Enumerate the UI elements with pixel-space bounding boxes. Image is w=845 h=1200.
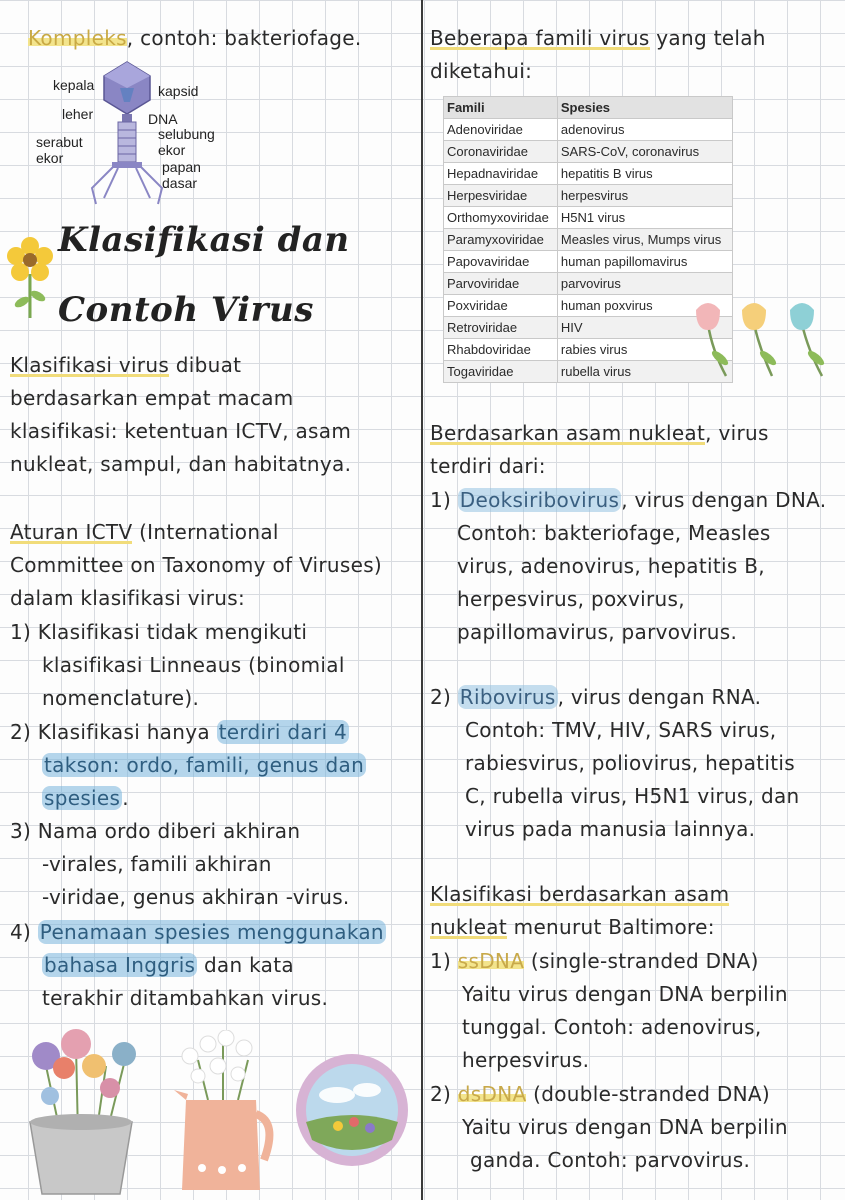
table-cell-spesies: herpesvirus: [557, 185, 732, 207]
rule-2-c: spesies .: [44, 786, 129, 810]
table-cell-famili: Paramyxoviridae: [444, 229, 558, 251]
table-cell-spesies: rabies virus: [557, 339, 732, 361]
nucleic-title-line-2: terdiri dari:: [430, 454, 546, 478]
rule-4-b: bahasa Inggris dan kata: [44, 953, 294, 977]
column-divider: [421, 0, 423, 1200]
ssdna-line-2: Yaitu virus dengan DNA berpilin: [462, 982, 788, 1006]
label-leher: leher: [62, 106, 94, 122]
table-cell-spesies: SARS-CoV, coronavirus: [557, 141, 732, 163]
families-title-line-2: diketahui:: [430, 59, 533, 83]
table-cell-famili: Parvoviridae: [444, 273, 558, 295]
table-cell-spesies: hepatitis B virus: [557, 163, 732, 185]
intro-line-4: nukleat, sampul, dan habitatnya.: [10, 452, 352, 476]
table-cell-famili: Rhabdoviridae: [444, 339, 558, 361]
deoksi-line-5: papillomavirus, parvovirus.: [457, 620, 738, 644]
yellow-flower-icon: [6, 236, 54, 320]
rule-1-c: nomenclature).: [42, 686, 200, 710]
rule-3-c: -viridae, genus akhiran -virus.: [42, 885, 350, 909]
deoksi-line-1: 1) Deoksiribovirus , virus dengan DNA.: [430, 488, 827, 512]
table-cell-famili: Hepadnaviridae: [444, 163, 558, 185]
table-header-row: [444, 97, 733, 119]
table-cell-famili: Orthomyxoviridae: [444, 207, 558, 229]
table-cell-famili: Adenoviridae: [444, 119, 558, 141]
ribo-line-3: rabiesvirus, poliovirus, hepatitis: [465, 751, 795, 775]
table-cell-spesies: adenovirus: [557, 119, 732, 141]
rule-2-a: 2) Klasifikasi hanya terdiri dari 4: [10, 720, 347, 744]
label-kepala: kepala: [53, 77, 95, 93]
table-row: [444, 251, 733, 273]
label-selubung: selubung: [158, 126, 215, 142]
table-cell-spesies: Measles virus, Mumps virus: [557, 229, 732, 251]
table-cell-famili: Coronaviridae: [444, 141, 558, 163]
table-cell-spesies: H5N1 virus: [557, 207, 732, 229]
label-ekor-right: ekor: [158, 142, 186, 158]
round-frame-icon: [292, 1050, 412, 1170]
label-serabut: serabut: [36, 134, 83, 150]
table-row: [444, 141, 733, 163]
rule-1-a: 1) Klasifikasi tidak mengikuti: [10, 620, 308, 644]
baltimore-line-2: nukleat menurut Baltimore:: [430, 915, 715, 939]
table-row: [444, 185, 733, 207]
table-cell-famili: Retroviridae: [444, 317, 558, 339]
rule-3-b: -virales, famili akhiran: [42, 852, 272, 876]
tulips-icon: [690, 300, 835, 380]
label-ekor-left: ekor: [36, 150, 64, 166]
ictv-line-2: Committee on Taxonomy of Viruses): [10, 553, 383, 577]
label-papan: papan: [162, 159, 201, 175]
ssdna-line-4: herpesvirus.: [462, 1048, 590, 1072]
page-title-line1: Klasifikasi dan: [58, 220, 350, 260]
label-dasar: dasar: [162, 175, 198, 191]
table-row: [444, 229, 733, 251]
table-cell-spesies: human papillomavirus: [557, 251, 732, 273]
page-title-line2: Contoh Virus: [58, 290, 314, 330]
dsdna-line-3: ganda. Contoh: parvovirus.: [470, 1148, 751, 1172]
table-header-spesies: Spesies: [557, 97, 732, 119]
label-dna: DNA: [148, 111, 178, 127]
table-cell-famili: Papovaviridae: [444, 251, 558, 273]
deoksi-line-2: Contoh: bakteriofage, Measles: [457, 521, 771, 545]
deoksi-line-3: virus, adenovirus, hepatitis B,: [457, 554, 765, 578]
table-header-famili: Famili: [444, 97, 558, 119]
dsdna-line-1: 2) dsDNA (double-stranded DNA): [430, 1082, 770, 1106]
ribo-line-4: C, rubella virus, H5N1 virus, dan: [465, 784, 800, 808]
rule-4-c: terakhir ditambahkan virus.: [42, 986, 329, 1010]
table-cell-spesies: parvovirus: [557, 273, 732, 295]
intro-line-2: berdasarkan empat macam: [10, 386, 294, 410]
ribo-line-1: 2) Ribovirus , virus dengan RNA.: [430, 685, 762, 709]
intro-line-1: Klasifikasi virus dibuat: [10, 353, 242, 377]
ssdna-line-3: tunggal. Contoh: adenovirus,: [462, 1015, 762, 1039]
table-row: [444, 207, 733, 229]
table-cell-spesies: HIV: [557, 317, 732, 339]
ictv-line-3: dalam klasifikasi virus:: [10, 586, 246, 610]
table-row: [444, 119, 733, 141]
ictv-line-1: Aturan ICTV (International: [10, 520, 279, 544]
flower-bucket-icon: [16, 1026, 146, 1196]
ssdna-line-1: 1) ssDNA (single-stranded DNA): [430, 949, 759, 973]
ribo-line-5: virus pada manusia lainnya.: [465, 817, 756, 841]
families-title-line-1: Beberapa famili virus yang telah: [430, 26, 766, 50]
table-row: [444, 273, 733, 295]
ribo-line-2: Contoh: TMV, HIV, SARS virus,: [465, 718, 777, 742]
rule-1-b: klasifikasi Linneaus (binomial: [42, 653, 345, 677]
intro-line-3: klasifikasi: ketentuan ICTV, asam: [10, 419, 352, 443]
baltimore-line-1: Klasifikasi berdasarkan asam: [430, 882, 730, 906]
table-row: [444, 163, 733, 185]
dsdna-line-2: Yaitu virus dengan DNA berpilin: [462, 1115, 788, 1139]
complex-keyword: Kompleks: [28, 26, 127, 50]
label-kapsid: kapsid: [158, 83, 199, 99]
rule-4-a: 4) Penamaan spesies menggunakan: [10, 920, 384, 944]
rule-3-a: 3) Nama ordo diberi akhiran: [10, 819, 301, 843]
table-cell-spesies: human poxvirus: [557, 295, 732, 317]
nucleic-title-line-1: Berdasarkan asam nukleat, virus: [430, 421, 769, 445]
flower-pitcher-icon: [168, 1030, 278, 1200]
rule-2-b: takson: ordo, famili, genus dan: [44, 753, 365, 777]
table-cell-famili: Togaviridae: [444, 361, 558, 383]
complex-line: Kompleks, contoh: bakteriofage.: [28, 26, 362, 50]
deoksi-line-4: herpesvirus, poxvirus,: [457, 587, 685, 611]
table-cell-spesies: rubella virus: [557, 361, 732, 383]
table-cell-famili: Herpesviridae: [444, 185, 558, 207]
table-cell-famili: Poxviridae: [444, 295, 558, 317]
